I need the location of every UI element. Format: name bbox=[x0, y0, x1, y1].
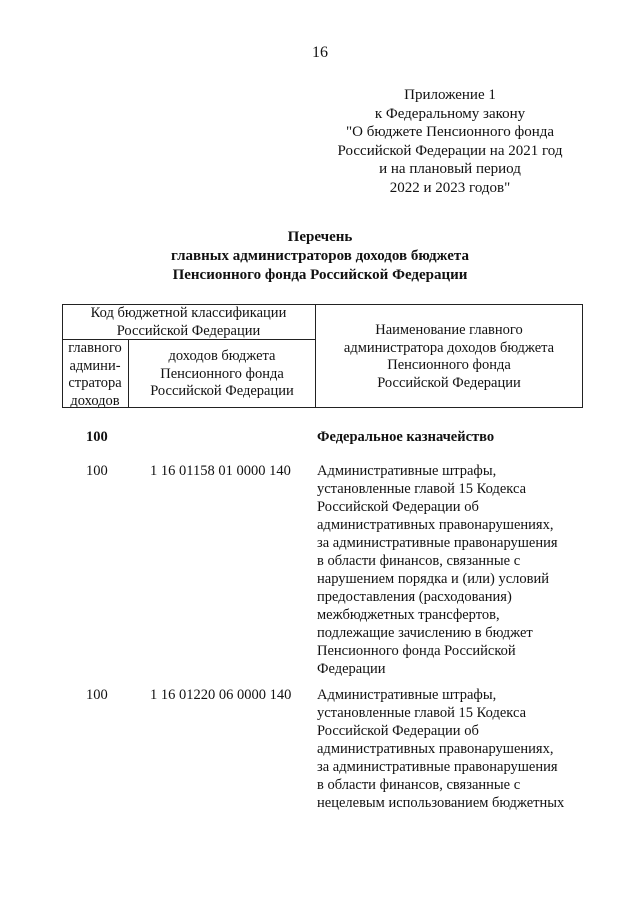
title-line: Пенсионного фонда Российской Федерации bbox=[172, 267, 468, 283]
appendix-note bbox=[300, 86, 600, 197]
appendix-line: Приложение 1 bbox=[404, 87, 496, 103]
appendix-line: и на плановый период bbox=[379, 161, 521, 177]
appendix-line: Российской Федерации на 2021 год bbox=[337, 142, 563, 159]
appendix-line: 2022 и 2023 годов" bbox=[389, 179, 511, 196]
appendix-line: "О бюджете Пенсионного фонда bbox=[345, 124, 555, 140]
title-line: Перечень bbox=[287, 229, 353, 245]
header-kbk: Код бюджетной классификации Российской Федерации bbox=[90, 305, 287, 339]
table-header bbox=[62, 304, 583, 408]
document-title bbox=[0, 228, 640, 285]
row-name: Административные штрафы, установленные главой 15 Кодекса Российской Федерации об административных правонарушениях, за административные правонарушения в области финансов, связанные с нецелевым использованием бюджетных bbox=[317, 687, 565, 811]
header-right-border bbox=[582, 304, 583, 408]
row-income-code: 1 16 01220 06 0000 140 bbox=[150, 687, 292, 703]
header-income-code: доходов бюджета Пенсионного фонда Российской Федерации bbox=[150, 348, 294, 399]
appendix-line: к Федеральному закону bbox=[374, 105, 526, 122]
header-admin-code: главного админи- стратора доходов bbox=[68, 340, 122, 409]
row-name: Федеральное казначейство bbox=[317, 429, 495, 445]
title-line: главных администраторов доходов бюджета bbox=[171, 248, 469, 264]
row-name: Административные штрафы, установленные главой 15 Кодекса Российской Федерации об административных правонарушениях, за административные правонарушения в области финансов, связанные с нарушением порядка и (или) условий предоставления (расходования) межбюджетных трансфертов, подлежащие зачислению в бюджет Пенсионного фонда Российской Федерации bbox=[317, 463, 558, 677]
row-admin-code: 100 bbox=[86, 687, 108, 703]
header-name: Наименование главного администратора доходов бюджета Пенсионного фонда Российской Федерации bbox=[343, 322, 555, 391]
row-admin-code: 100 bbox=[86, 463, 108, 479]
page-number: 16 bbox=[312, 44, 328, 61]
row-admin-code: 100 bbox=[86, 429, 108, 445]
header-bottom-border bbox=[62, 407, 583, 408]
row-income-code: 1 16 01158 01 0000 140 bbox=[150, 463, 291, 479]
